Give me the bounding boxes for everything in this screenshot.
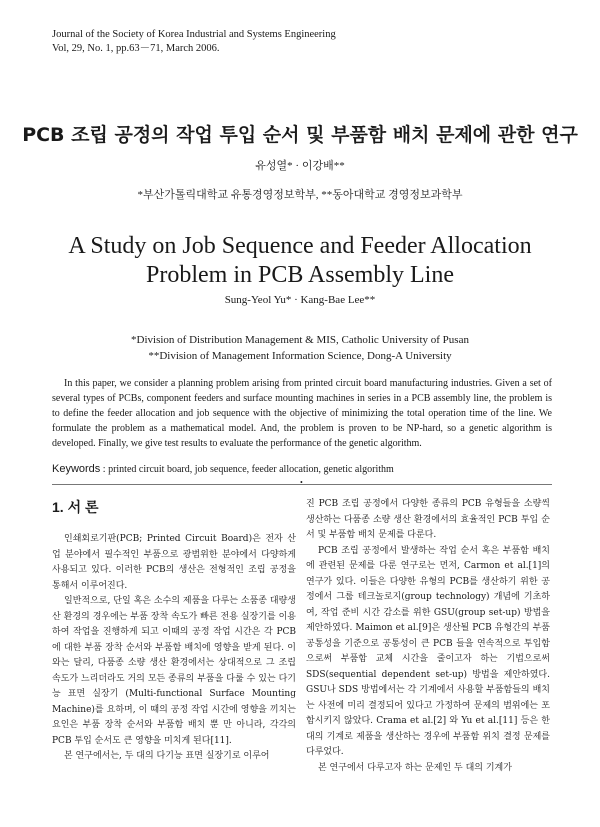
body-paragraph: 인쇄회로기판(PCB; Printed Circuit Board)은 전자 산업 분야에서 필수적인 부품으로 광범위한 분야에서 다양하게 사용되고 있다. 이러한 PCB의 생산은 전형적인 조립 공정을 통해서 이루어진다.: [52, 534, 296, 591]
affiliation-1: *Division of Distribution Management & MIS, Catholic University of Pusan: [131, 334, 469, 346]
korean-authors: 유성열* · 이강배**: [255, 160, 345, 172]
korean-affiliation: *부산가톨릭대학교 유통경영정보학부, **동아대학교 경영정보과학부: [137, 189, 463, 201]
english-affiliation: [0, 332, 600, 364]
abstract: In this paper, we consider a planning problem arising from printed circuit board manufacturing industries. Given a set of several types of PCBs, component feeders and surface mounting machines in series in a PCB assembly line, the problem is to define the feeder allocation and job sequence with the objective of minimizing the total operation time of the line. We formulate the problem as a mathematical model. And, the problem is proven to be NP-hard, so a genetic algorithm is developed. Finally, we give test results to evaluate the performance of the genetic algorithm.: [52, 378, 552, 449]
left-column: [52, 497, 296, 765]
english-title-line-2: Problem in PCB Assembly Line: [145, 262, 454, 288]
section-heading: 1. 서 론: [52, 499, 99, 515]
body-paragraph: PCB 조립 공정에서 발생하는 작업 순서 혹은 부품함 배치에 관련된 문제를 다룬 연구로는 먼저, Carmon et al.[1]의 연구가 있다. 이들은 다양한 유형의 PCB를 생산하기 위한 공정에서 그룹 테크놀로지(group technology) 개념에 기초하여, 작업 준비 시간 감소를 위한 GSU(group set-up) 방법을 제안하였다. Maimon et al.[9]은 생산될 PCB 유형간의 부품 공통성을 기준으로 공통성이 큰 PCB 들을 연속적으로 투입함으로써 부품함 교체 시간을 줄이고자 하는 기법으로써 SDS(sequential dependent set-up) 방법을 제안하였다. GSU나 SDS 방법에서는 각 기계에서 사용할 부품함들의 배치는 사전에 미리 결정되어 있다고 가정하여 문제의 범위에는 포함시키지 않았다. Crama et al.[2] 와 Yu et al.[11] 등은 한 대의 기계로 제품을 생산하는 경우에 부품함 위치 결정 문제를 다루었다.: [306, 545, 550, 757]
keywords-text: : printed circuit board, job sequence, feeder allocation, genetic algorithm: [102, 464, 394, 475]
english-title-line-1: A Study on Job Sequence and Feeder Allocation: [68, 233, 532, 259]
keywords-label: Keywords: [52, 463, 101, 475]
journal-name: Journal of the Society of Korea Industrial and Systems Engineering: [52, 29, 336, 40]
body-paragraph: 본 연구에서 다루고자 하는 문제인 두 대의 기계가: [318, 762, 512, 773]
body-paragraph: 진 PCB 조립 공정에서 다양한 종류의 PCB 유형들을 소량씩 생산하는 다품종 소량 생산 환경에서의 효율적인 PCB 투입 순서 및 부품함 배치 문제를 다룬다.: [306, 499, 550, 540]
right-column: [306, 497, 550, 776]
body-paragraph: 본 연구에서는, 두 대의 다기능 표면 실장기로 이루어: [64, 751, 270, 761]
korean-title: PCB 조립 공정의 작업 투입 순서 및 부품함 배치 문제에 관한 연구: [22, 124, 578, 146]
english-title: [0, 232, 600, 290]
journal-header: [52, 28, 336, 56]
keywords: [52, 463, 552, 475]
english-authors: Sung-Yeol Yu* · Kang-Bae Lee**: [224, 294, 376, 306]
divider-dot: •: [300, 478, 303, 487]
affiliation-2: **Division of Management Information Science, Dong-A University: [148, 350, 452, 362]
journal-citation: Vol, 29, No. 1, pp.63－71, March 2006.: [52, 43, 220, 54]
body-paragraph: 일반적으로, 단일 혹은 소수의 제품을 다루는 소품종 대량생산 환경의 경우에는 부품 장착 속도가 빠른 전용 실장기를 이용하여 작업을 진행하게 되고 이때의 공정 작업 시간은 각 PCB에 대한 부품 장착 순서와 부품함 배치에 영향을 받게 된다. 이와는 달리, 다품종 소량 생산 환경에서는 상대적으로 그 조립 속도가 느리더라도 거의 모든 종류의 부품을 다룰 수 있는 다기능 표면 실장기 (Multi-functional Surface Mounting Machine)를 요하며, 이 때의 공정 작업 시간에 영향을 끼치는 요인은 부품 장착 순서와 부품함 배치 뿐 만 아니라, 각각의 PCB 투입 순서도 큰 영향을 미치게 된다[11].: [52, 596, 296, 746]
